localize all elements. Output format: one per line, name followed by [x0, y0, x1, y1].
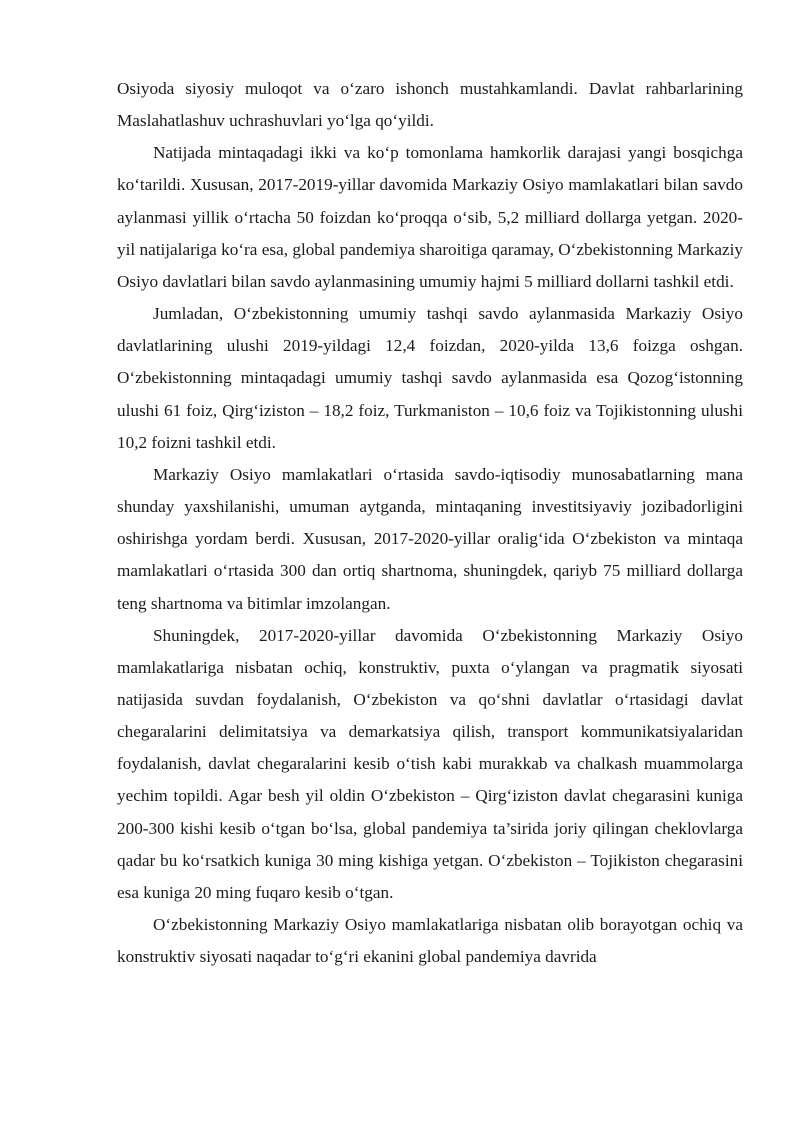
paragraph-5: Shuningdek, 2017-2020-yillar davomida O‘zbekistonning Markaziy Osiyo mamlakatlariga nisbatan ochiq, konstruktiv, puxta o‘ylangan va pragmatik siyosati natijasida suvdan foydalanish, O‘zbekiston va qo‘shni davlatlar o‘rtasidagi davlat chegaralarini delimitatsiya va demarkatsiya qilish, transport kommunikatsiyalaridan foydalanish, davlat chegaralarini kesib o‘tish kabi murakkab va chalkash muammolarga yechim topildi. Agar besh yil oldin O‘zbekiston – Qirg‘iziston davlat chegarasini kuniga 200-300 kishi kesib o‘tgan bo‘lsa, global pandemiya ta’sirida joriy qilingan cheklovlarga qadar bu ko‘rsatkich kuniga 30 ming kishiga yetgan. O‘zbekiston – Tojikiston chegarasini esa kuniga 20 ming fuqaro kesib o‘tgan.: [117, 625, 743, 902]
body-text: [117, 73, 743, 973]
paragraph-6: O‘zbekistonning Markaziy Osiyo mamlakatlariga nisbatan olib borayotgan ochiq va konstruktiv siyosati naqadar to‘g‘ri ekanini global pandemiya davrida: [117, 915, 743, 967]
paragraph-2: Natijada mintaqadagi ikki va ko‘p tomonlama hamkorlik darajasi yangi bosqichga ko‘tarildi. Xususan, 2017-2019-yillar davomida Markaziy Osiyo mamlakatlari bilan savdo aylanmasi yillik o‘rtacha 50 foizdan ko‘proqqa o‘sib, 5,2 milliard dollarga yetgan. 2020-yil natijalariga ko‘ra esa, global pandemiya sharoitiga qaramay, O‘zbekistonning Markaziy Osiyo davlatlari bilan savdo aylanmasining umumiy hajmi 5 milliard dollarni tashkil etdi.: [117, 143, 743, 291]
paragraph-3: Jumladan, O‘zbekistonning umumiy tashqi savdo aylanmasida Markaziy Osiyo davlatlarining ulushi 2019-yildagi 12,4 foizdan, 2020-yilda 13,6 foizga oshgan. O‘zbekistonning mintaqadagi umumiy tashqi savdo aylanmasida esa Qozog‘istonning ulushi 61 foiz, Qirg‘iziston – 18,2 foiz, Turkmaniston – 10,6 foiz va Tojikistonning ulushi 10,2 foizni tashkil etdi.: [117, 304, 743, 452]
paragraph-1: Osiyoda siyosiy muloqot va o‘zaro ishonch mustahkamlandi. Davlat rahbarlarining Maslahatlashuv uchrashuvlari yo‘lga qo‘yildi.: [117, 79, 743, 131]
paragraph-4: Markaziy Osiyo mamlakatlari o‘rtasida savdo-iqtisodiy munosabatlarning mana shunday yaxshilanishi, umuman aytganda, mintaqaning investitsiyaviy jozibadorligini oshirishga yordam berdi. Xususan, 2017-2020-yillar oralig‘ida O‘zbekiston va mintaqa mamlakatlari o‘rtasida 300 dan ortiq shartnoma, shuningdek, qariyb 75 milliard dollarga teng shartnoma va bitimlar imzolangan.: [117, 464, 743, 613]
